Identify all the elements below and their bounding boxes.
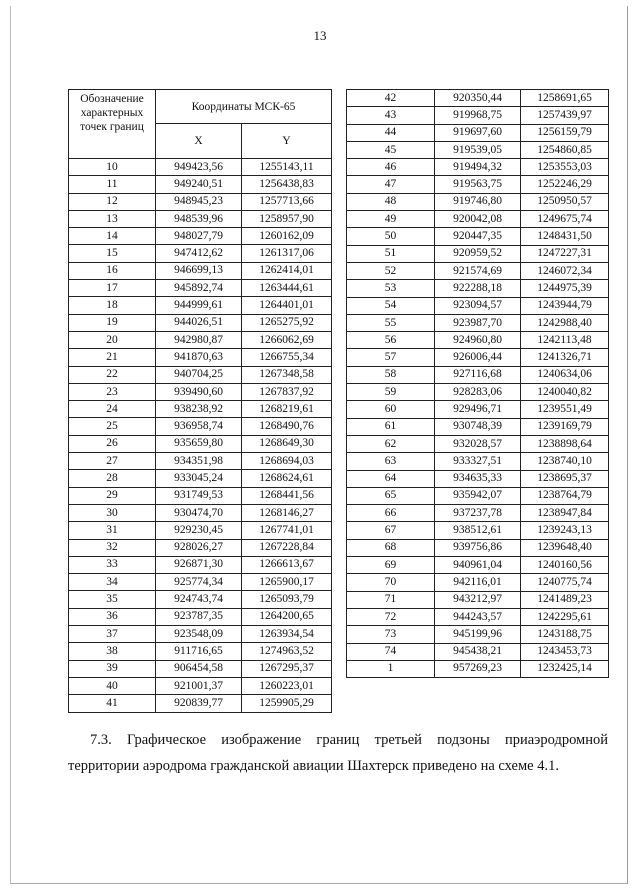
y-coordinate-cell: 1268649,30 xyxy=(242,435,332,452)
point-number-cell: 67 xyxy=(347,522,435,539)
table-row xyxy=(347,643,609,660)
table-row xyxy=(69,556,332,573)
table-row xyxy=(347,349,609,366)
table-row xyxy=(347,211,609,228)
y-coordinate-cell: 1240634,06 xyxy=(521,366,609,383)
point-number-cell: 66 xyxy=(347,505,435,522)
x-coordinate-cell: 948945,23 xyxy=(156,193,242,210)
point-number-cell: 34 xyxy=(69,574,156,591)
y-coordinate-cell: 1266755,34 xyxy=(242,349,332,366)
y-coordinate-cell: 1255143,11 xyxy=(242,159,332,176)
table-row xyxy=(69,366,332,383)
point-number-cell: 52 xyxy=(347,262,435,279)
x-coordinate-cell: 939490,60 xyxy=(156,383,242,400)
x-coordinate-cell: 935942,07 xyxy=(435,487,521,504)
table-row xyxy=(69,539,332,556)
x-coordinate-cell: 926006,44 xyxy=(435,349,521,366)
x-coordinate-cell: 919494,32 xyxy=(435,159,521,176)
x-coordinate-cell: 933045,24 xyxy=(156,470,242,487)
y-coordinate-cell: 1250950,57 xyxy=(521,193,609,210)
point-number-cell: 47 xyxy=(347,176,435,193)
x-coordinate-cell: 921001,37 xyxy=(156,677,242,694)
x-coordinate-cell: 920042,08 xyxy=(435,211,521,228)
point-number-cell: 18 xyxy=(69,297,156,314)
y-coordinate-cell: 1242295,61 xyxy=(521,608,609,625)
x-coordinate-cell: 930474,70 xyxy=(156,504,242,521)
table-row xyxy=(69,176,332,193)
y-coordinate-cell: 1268624,61 xyxy=(242,470,332,487)
x-coordinate-cell: 938512,61 xyxy=(435,522,521,539)
point-number-cell: 70 xyxy=(347,574,435,591)
y-coordinate-cell: 1264401,01 xyxy=(242,297,332,314)
point-number-cell: 68 xyxy=(347,539,435,556)
table-row xyxy=(69,159,332,176)
point-number-cell: 43 xyxy=(347,107,435,124)
point-number-cell: 16 xyxy=(69,262,156,279)
point-number-cell: 30 xyxy=(69,504,156,521)
table-row xyxy=(347,297,609,314)
y-coordinate-cell: 1265093,79 xyxy=(242,591,332,608)
x-coordinate-cell: 928026,27 xyxy=(156,539,242,556)
x-coordinate-cell: 919563,75 xyxy=(435,176,521,193)
point-number-cell: 65 xyxy=(347,487,435,504)
table-row xyxy=(347,470,609,487)
point-number-cell: 69 xyxy=(347,557,435,574)
y-coordinate-cell: 1267837,92 xyxy=(242,383,332,400)
x-coordinate-cell: 931749,53 xyxy=(156,487,242,504)
point-number-cell: 22 xyxy=(69,366,156,383)
y-coordinate-cell: 1238740,10 xyxy=(521,453,609,470)
table-row xyxy=(347,418,609,435)
y-coordinate-cell: 1267741,01 xyxy=(242,522,332,539)
table-row xyxy=(69,228,332,245)
y-coordinate-cell: 1232425,14 xyxy=(521,660,609,677)
y-coordinate-cell: 1244975,39 xyxy=(521,280,609,297)
table-row xyxy=(347,591,609,608)
x-coordinate-cell: 932028,57 xyxy=(435,435,521,452)
y-coordinate-cell: 1258691,65 xyxy=(521,90,609,107)
y-coordinate-cell: 1248431,50 xyxy=(521,228,609,245)
point-number-cell: 31 xyxy=(69,522,156,539)
table-row xyxy=(69,660,332,677)
y-coordinate-cell: 1268441,56 xyxy=(242,487,332,504)
coordinates-table-left xyxy=(68,89,332,713)
point-number-cell: 72 xyxy=(347,608,435,625)
y-coordinate-cell: 1254860,85 xyxy=(521,141,609,158)
x-coordinate-cell: 926871,30 xyxy=(156,556,242,573)
x-coordinate-cell: 937237,78 xyxy=(435,505,521,522)
table-row xyxy=(69,574,332,591)
y-coordinate-cell: 1247227,31 xyxy=(521,245,609,262)
table-row xyxy=(347,366,609,383)
y-coordinate-cell: 1249675,74 xyxy=(521,211,609,228)
table-row xyxy=(347,522,609,539)
table-row xyxy=(69,418,332,435)
table-row xyxy=(69,643,332,660)
table-row xyxy=(69,608,332,625)
y-coordinate-cell: 1258957,90 xyxy=(242,210,332,227)
x-coordinate-cell: 945199,96 xyxy=(435,626,521,643)
x-coordinate-cell: 919697,60 xyxy=(435,124,521,141)
table-row xyxy=(347,401,609,418)
point-number-cell: 54 xyxy=(347,297,435,314)
x-coordinate-cell: 929496,71 xyxy=(435,401,521,418)
point-number-cell: 74 xyxy=(347,643,435,660)
x-coordinate-cell: 919539,05 xyxy=(435,141,521,158)
table-row xyxy=(69,677,332,694)
table-row xyxy=(69,245,332,262)
x-coordinate-cell: 934351,98 xyxy=(156,453,242,470)
x-coordinate-cell: 939756,86 xyxy=(435,539,521,556)
paragraph-line-1: 7.3. Графическое изображение границ третьей подзоны приаэродромной xyxy=(90,732,608,748)
left-table-body xyxy=(69,159,332,713)
point-number-cell: 60 xyxy=(347,401,435,418)
table-row xyxy=(347,141,609,158)
point-number-cell: 56 xyxy=(347,332,435,349)
y-coordinate-cell: 1243944,79 xyxy=(521,297,609,314)
table-row xyxy=(69,453,332,470)
table-row xyxy=(69,470,332,487)
point-number-cell: 64 xyxy=(347,470,435,487)
table-row xyxy=(347,262,609,279)
x-coordinate-cell: 919968,75 xyxy=(435,107,521,124)
x-coordinate-cell: 942116,01 xyxy=(435,574,521,591)
point-number-cell: 19 xyxy=(69,314,156,331)
y-coordinate-cell: 1256159,79 xyxy=(521,124,609,141)
x-coordinate-cell: 945438,21 xyxy=(435,643,521,660)
table-row xyxy=(69,193,332,210)
y-coordinate-cell: 1238764,79 xyxy=(521,487,609,504)
x-coordinate-cell: 938238,92 xyxy=(156,401,242,418)
point-number-cell: 57 xyxy=(347,349,435,366)
x-coordinate-cell: 920839,77 xyxy=(156,695,242,712)
point-number-cell: 73 xyxy=(347,626,435,643)
point-number-cell: 23 xyxy=(69,383,156,400)
y-coordinate-cell: 1240160,56 xyxy=(521,557,609,574)
x-coordinate-cell: 923987,70 xyxy=(435,314,521,331)
point-number-cell: 49 xyxy=(347,211,435,228)
point-number-cell: 41 xyxy=(69,695,156,712)
table-row xyxy=(347,453,609,470)
y-coordinate-cell: 1267295,37 xyxy=(242,660,332,677)
y-coordinate-cell: 1256438,83 xyxy=(242,176,332,193)
table-row xyxy=(69,591,332,608)
y-coordinate-cell: 1239243,13 xyxy=(521,522,609,539)
point-number-cell: 27 xyxy=(69,453,156,470)
table-row xyxy=(347,176,609,193)
y-coordinate-cell: 1259905,29 xyxy=(242,695,332,712)
point-number-cell: 13 xyxy=(69,210,156,227)
point-number-cell: 45 xyxy=(347,141,435,158)
header-y: Y xyxy=(242,124,332,159)
table-row xyxy=(347,314,609,331)
header-designation: Обозначение характерных точек границ xyxy=(69,90,156,159)
x-coordinate-cell: 941870,63 xyxy=(156,349,242,366)
table-row xyxy=(347,505,609,522)
y-coordinate-cell: 1266613,67 xyxy=(242,556,332,573)
table-row xyxy=(69,504,332,521)
table-row xyxy=(69,522,332,539)
point-number-cell: 48 xyxy=(347,193,435,210)
point-number-cell: 20 xyxy=(69,331,156,348)
point-number-cell: 62 xyxy=(347,435,435,452)
y-coordinate-cell: 1240775,74 xyxy=(521,574,609,591)
y-coordinate-cell: 1242988,40 xyxy=(521,314,609,331)
point-number-cell: 24 xyxy=(69,401,156,418)
table-row xyxy=(69,297,332,314)
point-number-cell: 11 xyxy=(69,176,156,193)
point-number-cell: 29 xyxy=(69,487,156,504)
y-coordinate-cell: 1268694,03 xyxy=(242,453,332,470)
point-number-cell: 14 xyxy=(69,228,156,245)
x-coordinate-cell: 911716,65 xyxy=(156,643,242,660)
point-number-cell: 36 xyxy=(69,608,156,625)
point-number-cell: 40 xyxy=(69,677,156,694)
point-number-cell: 28 xyxy=(69,470,156,487)
x-coordinate-cell: 944243,57 xyxy=(435,608,521,625)
table-row xyxy=(69,487,332,504)
right-table-body xyxy=(347,90,609,678)
table-row xyxy=(347,574,609,591)
x-coordinate-cell: 957269,23 xyxy=(435,660,521,677)
header-x: X xyxy=(156,124,242,159)
y-coordinate-cell: 1241326,71 xyxy=(521,349,609,366)
point-number-cell: 33 xyxy=(69,556,156,573)
y-coordinate-cell: 1239648,40 xyxy=(521,539,609,556)
table-row xyxy=(347,280,609,297)
point-number-cell: 12 xyxy=(69,193,156,210)
table-row xyxy=(69,383,332,400)
point-number-cell: 42 xyxy=(347,90,435,107)
point-number-cell: 26 xyxy=(69,435,156,452)
x-coordinate-cell: 947412,62 xyxy=(156,245,242,262)
x-coordinate-cell: 935659,80 xyxy=(156,435,242,452)
point-number-cell: 39 xyxy=(69,660,156,677)
y-coordinate-cell: 1252246,29 xyxy=(521,176,609,193)
x-coordinate-cell: 948027,79 xyxy=(156,228,242,245)
table-row xyxy=(69,210,332,227)
y-coordinate-cell: 1262414,01 xyxy=(242,262,332,279)
y-coordinate-cell: 1238695,37 xyxy=(521,470,609,487)
y-coordinate-cell: 1268219,61 xyxy=(242,401,332,418)
point-number-cell: 55 xyxy=(347,314,435,331)
x-coordinate-cell: 924743,74 xyxy=(156,591,242,608)
y-coordinate-cell: 1265275,92 xyxy=(242,314,332,331)
table-row xyxy=(347,124,609,141)
y-coordinate-cell: 1240040,82 xyxy=(521,384,609,401)
x-coordinate-cell: 920350,44 xyxy=(435,90,521,107)
y-coordinate-cell: 1263444,61 xyxy=(242,280,332,297)
point-number-cell: 46 xyxy=(347,159,435,176)
x-coordinate-cell: 923548,09 xyxy=(156,626,242,643)
y-coordinate-cell: 1268490,76 xyxy=(242,418,332,435)
point-number-cell: 37 xyxy=(69,626,156,643)
x-coordinate-cell: 946699,13 xyxy=(156,262,242,279)
point-number-cell: 63 xyxy=(347,453,435,470)
point-number-cell: 61 xyxy=(347,418,435,435)
point-number-cell: 21 xyxy=(69,349,156,366)
y-coordinate-cell: 1238947,84 xyxy=(521,505,609,522)
y-coordinate-cell: 1261317,06 xyxy=(242,245,332,262)
x-coordinate-cell: 906454,58 xyxy=(156,660,242,677)
y-coordinate-cell: 1268146,27 xyxy=(242,504,332,521)
table-row xyxy=(347,228,609,245)
x-coordinate-cell: 921574,69 xyxy=(435,262,521,279)
x-coordinate-cell: 923094,57 xyxy=(435,297,521,314)
table-row xyxy=(69,626,332,643)
table-row xyxy=(347,487,609,504)
point-number-cell: 71 xyxy=(347,591,435,608)
y-coordinate-cell: 1243453,73 xyxy=(521,643,609,660)
y-coordinate-cell: 1263934,54 xyxy=(242,626,332,643)
point-number-cell: 50 xyxy=(347,228,435,245)
y-coordinate-cell: 1239551,49 xyxy=(521,401,609,418)
x-coordinate-cell: 944026,51 xyxy=(156,314,242,331)
y-coordinate-cell: 1274963,52 xyxy=(242,643,332,660)
y-coordinate-cell: 1239169,79 xyxy=(521,418,609,435)
y-coordinate-cell: 1267228,84 xyxy=(242,539,332,556)
table-row xyxy=(69,331,332,348)
point-number-cell: 38 xyxy=(69,643,156,660)
x-coordinate-cell: 944999,61 xyxy=(156,297,242,314)
x-coordinate-cell: 943212,97 xyxy=(435,591,521,608)
y-coordinate-cell: 1257713,66 xyxy=(242,193,332,210)
point-number-cell: 59 xyxy=(347,384,435,401)
table-row xyxy=(347,193,609,210)
x-coordinate-cell: 925774,34 xyxy=(156,574,242,591)
table-row xyxy=(69,262,332,279)
x-coordinate-cell: 924960,80 xyxy=(435,332,521,349)
table-row xyxy=(347,245,609,262)
x-coordinate-cell: 936958,74 xyxy=(156,418,242,435)
y-coordinate-cell: 1246072,34 xyxy=(521,262,609,279)
y-coordinate-cell: 1265900,17 xyxy=(242,574,332,591)
point-number-cell: 15 xyxy=(69,245,156,262)
table-row xyxy=(347,435,609,452)
section-paragraph xyxy=(68,727,608,779)
point-number-cell: 35 xyxy=(69,591,156,608)
point-number-cell: 25 xyxy=(69,418,156,435)
x-coordinate-cell: 948539,96 xyxy=(156,210,242,227)
table-row xyxy=(347,159,609,176)
y-coordinate-cell: 1266062,69 xyxy=(242,331,332,348)
x-coordinate-cell: 942980,87 xyxy=(156,331,242,348)
x-coordinate-cell: 940704,25 xyxy=(156,366,242,383)
table-row xyxy=(69,314,332,331)
header-coordinates: Координаты МСК-65 xyxy=(156,90,332,124)
x-coordinate-cell: 927116,68 xyxy=(435,366,521,383)
table-row xyxy=(347,539,609,556)
x-coordinate-cell: 930748,39 xyxy=(435,418,521,435)
x-coordinate-cell: 945892,74 xyxy=(156,280,242,297)
point-number-cell: 53 xyxy=(347,280,435,297)
y-coordinate-cell: 1264200,65 xyxy=(242,608,332,625)
y-coordinate-cell: 1260223,01 xyxy=(242,677,332,694)
table-row xyxy=(347,384,609,401)
paragraph-line-2: территории аэродрома гражданской авиации Шахтерск приведено на схеме 4.1. xyxy=(68,758,559,774)
x-coordinate-cell: 920959,52 xyxy=(435,245,521,262)
x-coordinate-cell: 949423,56 xyxy=(156,159,242,176)
point-number-cell: 17 xyxy=(69,280,156,297)
y-coordinate-cell: 1241489,23 xyxy=(521,591,609,608)
point-number-cell: 58 xyxy=(347,366,435,383)
point-number-cell: 44 xyxy=(347,124,435,141)
table-row xyxy=(347,626,609,643)
page-number: 13 xyxy=(313,28,327,43)
x-coordinate-cell: 928283,06 xyxy=(435,384,521,401)
table-row xyxy=(347,90,609,107)
coordinates-table-right xyxy=(346,89,609,678)
y-coordinate-cell: 1267348,58 xyxy=(242,366,332,383)
x-coordinate-cell: 923787,35 xyxy=(156,608,242,625)
x-coordinate-cell: 919746,80 xyxy=(435,193,521,210)
point-number-cell: 1 xyxy=(347,660,435,677)
y-coordinate-cell: 1238898,64 xyxy=(521,435,609,452)
x-coordinate-cell: 949240,51 xyxy=(156,176,242,193)
table-row xyxy=(69,435,332,452)
y-coordinate-cell: 1257439,97 xyxy=(521,107,609,124)
x-coordinate-cell: 934635,33 xyxy=(435,470,521,487)
x-coordinate-cell: 933327,51 xyxy=(435,453,521,470)
x-coordinate-cell: 940961,04 xyxy=(435,557,521,574)
table-row xyxy=(347,332,609,349)
y-coordinate-cell: 1243188,75 xyxy=(521,626,609,643)
x-coordinate-cell: 920447,35 xyxy=(435,228,521,245)
table-row xyxy=(69,280,332,297)
x-coordinate-cell: 922288,18 xyxy=(435,280,521,297)
point-number-cell: 10 xyxy=(69,159,156,176)
table-row xyxy=(347,557,609,574)
y-coordinate-cell: 1242113,48 xyxy=(521,332,609,349)
table-row xyxy=(347,107,609,124)
point-number-cell: 51 xyxy=(347,245,435,262)
table-row xyxy=(347,608,609,625)
table-row xyxy=(347,660,609,677)
table-row xyxy=(69,695,332,712)
table-row xyxy=(69,401,332,418)
point-number-cell: 32 xyxy=(69,539,156,556)
x-coordinate-cell: 929230,45 xyxy=(156,522,242,539)
table-row xyxy=(69,349,332,366)
y-coordinate-cell: 1260162,09 xyxy=(242,228,332,245)
y-coordinate-cell: 1253553,03 xyxy=(521,159,609,176)
